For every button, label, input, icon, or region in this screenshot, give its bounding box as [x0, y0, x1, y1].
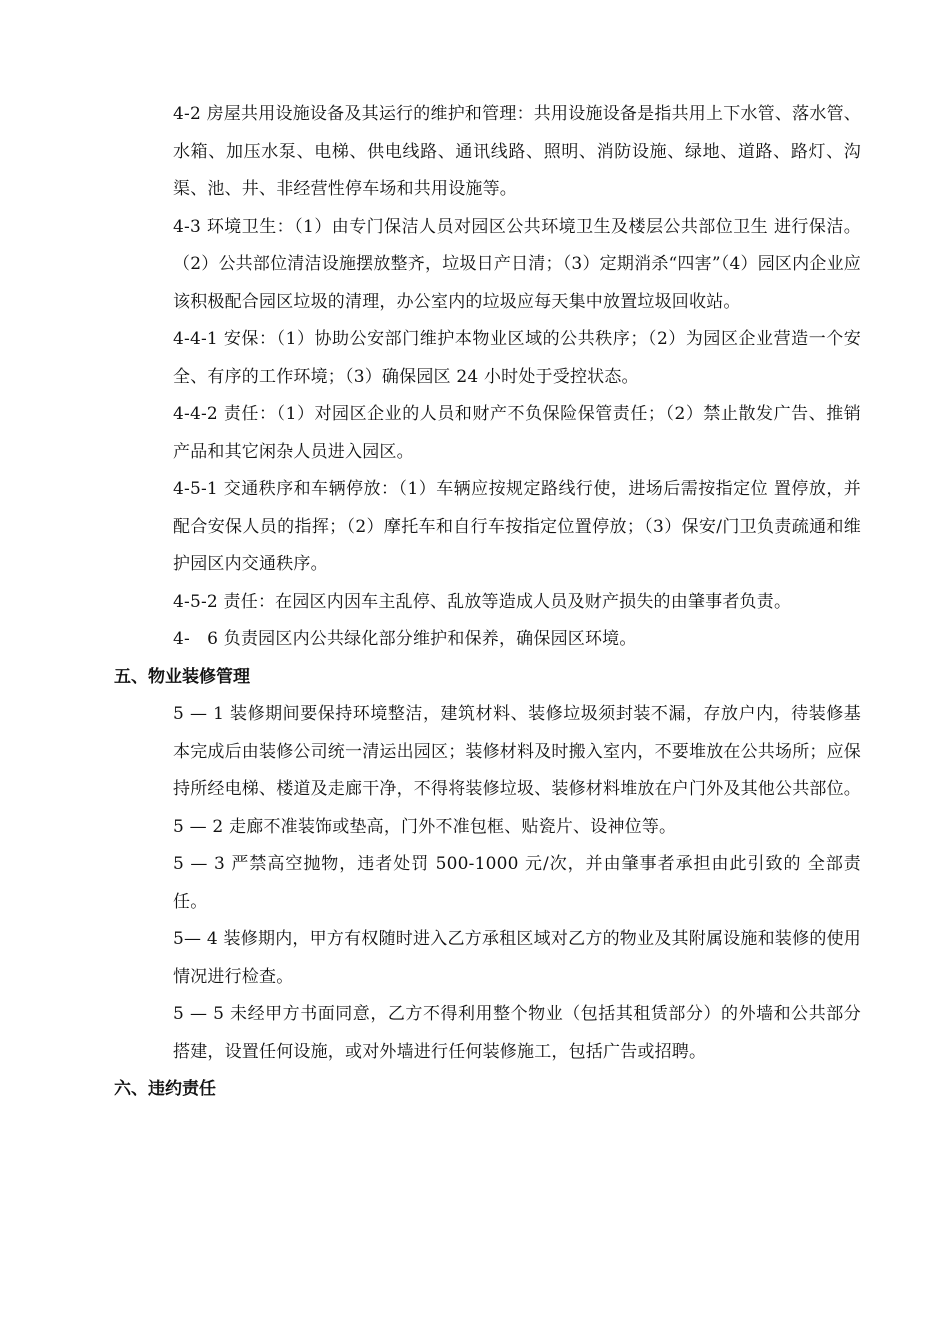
clause-5-4: 5— 4 装修期内，甲方有权随时进入乙方承租区域对乙方的物业及其附属设施和装修的使用情况进行检查。: [173, 929, 861, 987]
clause-5-5: 5 — 5 未经甲方书面同意，乙方不得利用整个物业（包括其租赁部分）的外墙和公共部分搭建，设置任何设施，或对外墙进行任何装修施工，包括广告或招聘。: [173, 1004, 861, 1062]
clause-4-4-2: 4-4-2 责任：（1）对园区企业的人员和财产不负保险保管责任；（2）禁止散发广告、推销产品和其它闲杂人员进入园区。: [173, 404, 861, 462]
clause-5-2: 5 — 2 走廊不准装饰或垫高，门外不准包框、贴瓷片、设神位等。: [173, 816, 677, 837]
clause-4-6: 4- 6 负责园区内公共绿化部分维护和保养，确保园区环境。: [173, 629, 637, 649]
clause-4-5-1: 4-5-1 交通秩序和车辆停放：（1）车辆应按规定路线行使，进场后需按指定位 置停放，并配合安保人员的指挥；（2）摩托车和自行车按指定位置停放；（3）保安/门卫负责疏通和维护园区内交通秩序。: [173, 479, 861, 574]
section-heading-5: 五、物业装修管理: [114, 666, 250, 687]
document-body: [0, 96, 950, 1109]
clause-4-3: 4-3 环境卫生：（1）由专门保洁人员对园区公共环境卫生及楼层公共部位卫生 进行保洁。（2）公共部位清洁设施摆放整齐，垃圾日产日清；（3）定期消杀“四害”（4）园区内企业应该积极配合园区垃圾的清理，办公室内的垃圾应每天集中放置垃圾回收站。: [173, 216, 861, 312]
clause-5-3: 5 — 3 严禁高空抛物，违者处罚 500-1000 元/次，并由肇事者承担由此引致的 全部责任。: [173, 854, 861, 912]
clause-4-5-2: 4-5-2 责任：在园区内因车主乱停、乱放等造成人员及财产损失的由肇事者负责。: [173, 591, 792, 612]
clause-4-2: 4-2 房屋共用设施设备及其运行的维护和管理：共用设施设备是指共用上下水管、落水管、水箱、加压水泵、电梯、供电线路、通讯线路、照明、消防设施、绿地、道路、路灯、沟渠、池、井、非经营性停车场和共用设施等。: [173, 104, 861, 199]
section-heading-6: 六、违约责任: [114, 1079, 216, 1099]
clause-4-4-1: 4-4-1 安保：（1）协助公安部门维护本物业区域的公共秩序；（2）为园区企业营造一个安全、有序的工作环境；（3）确保园区 24 小时处于受控状态。: [173, 329, 861, 387]
clause-5-1: 5 — 1 装修期间要保持环境整洁，建筑材料、装修垃圾须封装不漏，存放户内，待装修基本完成后由装修公司统一清运出园区；装修材料及时搬入室内，不要堆放在公共场所；应保持所经电梯、楼道及走廊干净，不得将装修垃圾、装修材料堆放在户门外及其他公共部位。: [173, 704, 861, 799]
